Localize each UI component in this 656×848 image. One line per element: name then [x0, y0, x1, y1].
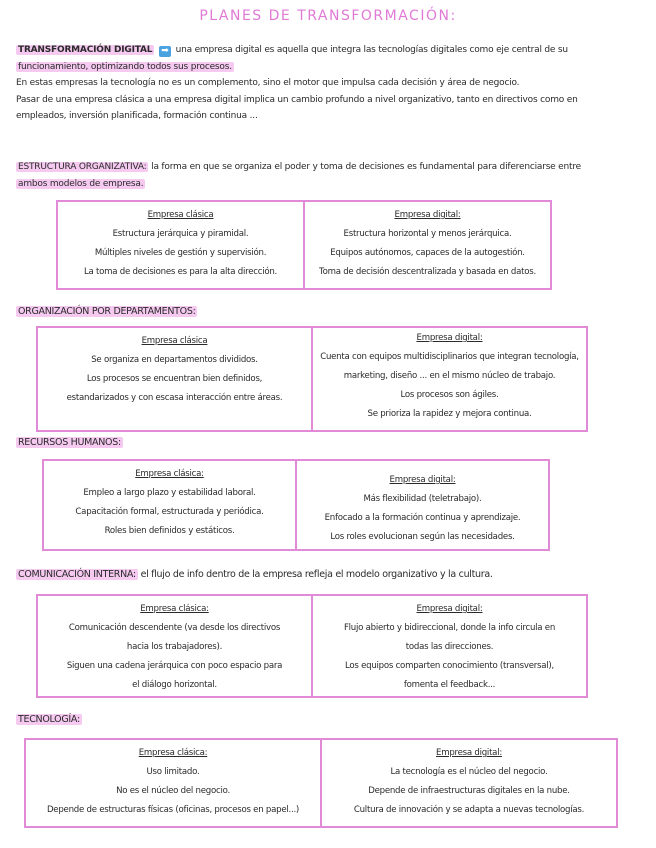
- intro-line-4: Pasar de una empresa clásica a una empresa digital implica un cambio profundo a nivel organizativo, tanto en directivos como en: [16, 94, 578, 105]
- recursos-heading: RECURSOS HUMANOS:: [18, 437, 121, 448]
- intro-paragraph: [16, 42, 642, 125]
- comunicacion-digital-cell: Empresa digital: Flujo abierto y bidireccional, donde la info circula en todas las direcciones. Los equipos comparten conocimiento (transversal), fomenta el feedback...: [311, 596, 586, 696]
- recursos-heading-row: [16, 437, 123, 448]
- intro-heading: TRANSFORMACIÓN DIGITAL: [18, 45, 153, 55]
- cell-title: Empresa digital:: [416, 604, 483, 614]
- estructura-paragraph: ESTRUCTURA ORGANIZATIVA: la forma en que se organiza el poder y toma de decisiones es fundamental para diferenciarse entre ambos modelos de empresa.: [18, 162, 581, 189]
- comunicacion-heading: COMUNICACIÓN INTERNA:: [18, 569, 136, 580]
- cell-title: Empresa digital:: [394, 210, 461, 220]
- intro-line-5: empleados, inversión planificada, formación continua ...: [16, 111, 258, 121]
- cell-title: Empresa digital:: [436, 748, 502, 758]
- estructura-heading: ESTRUCTURA ORGANIZATIVA:: [18, 162, 147, 172]
- tecnologia-heading-row: [16, 714, 82, 725]
- recursos-table: [42, 459, 550, 551]
- departamentos-classic-cell: Empresa clásica Se organiza en departamentos divididos. Los procesos se encuentran bien definidos, estandarizados y con escasa interacción entre áreas.: [38, 328, 311, 430]
- intro-line-3: En estas empresas la tecnología no es un complemento, sino el motor que impulsa cada decisión y área de negocio.: [16, 78, 520, 88]
- tecnologia-table: [24, 738, 618, 828]
- departamentos-digital-cell: Empresa digital: Cuenta con equipos multidisciplinarios que integran tecnología, marketing, diseño ... en el mismo núcleo de trabajo. Los procesos son ágiles. Se prioriza la rapidez y mejora continua.: [311, 328, 586, 430]
- cell-title: Empresa clásica:: [138, 748, 208, 758]
- cell-title: Empresa digital:: [416, 333, 483, 343]
- tecnologia-heading: TECNOLOGÍA:: [18, 714, 80, 725]
- cell-title: Empresa clásica: [141, 336, 208, 346]
- cell-title: Empresa clásica:: [140, 604, 209, 614]
- departamentos-heading-row: [16, 306, 197, 317]
- estructura-digital-cell: Empresa digital: Estructura horizontal y menos jerárquica. Equipos autónomos, capaces de la autogestión. Toma de decisión descentralizada y basada en datos.: [303, 202, 550, 288]
- departamentos-table: [36, 326, 588, 432]
- tecnologia-classic-cell: Empresa clásica: Uso limitado. No es el núcleo del negocio. Depende de estructuras físicas (oficinas, procesos en papel...): [26, 740, 320, 826]
- cell-title: Empresa clásica: [147, 210, 214, 220]
- recursos-classic-cell: Empresa clásica: Empleo a largo plazo y estabilidad laboral. Capacitación formal, estructurada y periódica. Roles bien definidos y estáticos.: [44, 461, 295, 549]
- cell-title: Empresa digital:: [389, 475, 456, 485]
- estructura-classic-cell: Empresa clásica Estructura jerárquica y piramidal. Múltiples niveles de gestión y supervisión. La toma de decisiones es para la alta dirección.: [58, 202, 303, 288]
- departamentos-heading: ORGANIZACIÓN POR DEPARTAMENTOS:: [18, 306, 196, 317]
- estructura-table: [56, 200, 552, 290]
- comunicacion-table: [36, 594, 588, 698]
- recursos-digital-cell: Empresa digital: Más flexibilidad (teletrabajo). Enfocado a la formación continua y aprendizaje. Los roles evolucionan según las necesidades.: [295, 461, 548, 549]
- intro-line-2: funcionamiento, optimizando todos sus procesos.: [18, 61, 232, 72]
- intro-line-1: TRANSFORMACIÓN DIGITAL ➡ una empresa digital es aquella que integra las tecnologías digitales como eje central de su: [18, 45, 568, 56]
- tecnologia-digital-cell: Empresa digital: La tecnología es el núcleo del negocio. Depende de infraestructuras digitales en la nube. Cultura de innovación y se adapta a nuevas tecnologías.: [320, 740, 616, 826]
- comunicacion-classic-cell: Empresa clásica: Comunicación descendente (va desde los directivos hacia los trabajadores). Siguen una cadena jerárquica con poco espacio para el diálogo horizontal.: [38, 596, 311, 696]
- cell-title: Empresa clásica:: [135, 469, 204, 479]
- comunicacion-heading-row: COMUNICACIÓN INTERNA: el flujo de info dentro de la empresa refleja el modelo organizativo y la cultura.: [18, 569, 493, 580]
- page-title: PLANES DE TRANSFORMACIÓN:: [199, 8, 457, 24]
- arrow-right-icon: ➡: [159, 46, 171, 57]
